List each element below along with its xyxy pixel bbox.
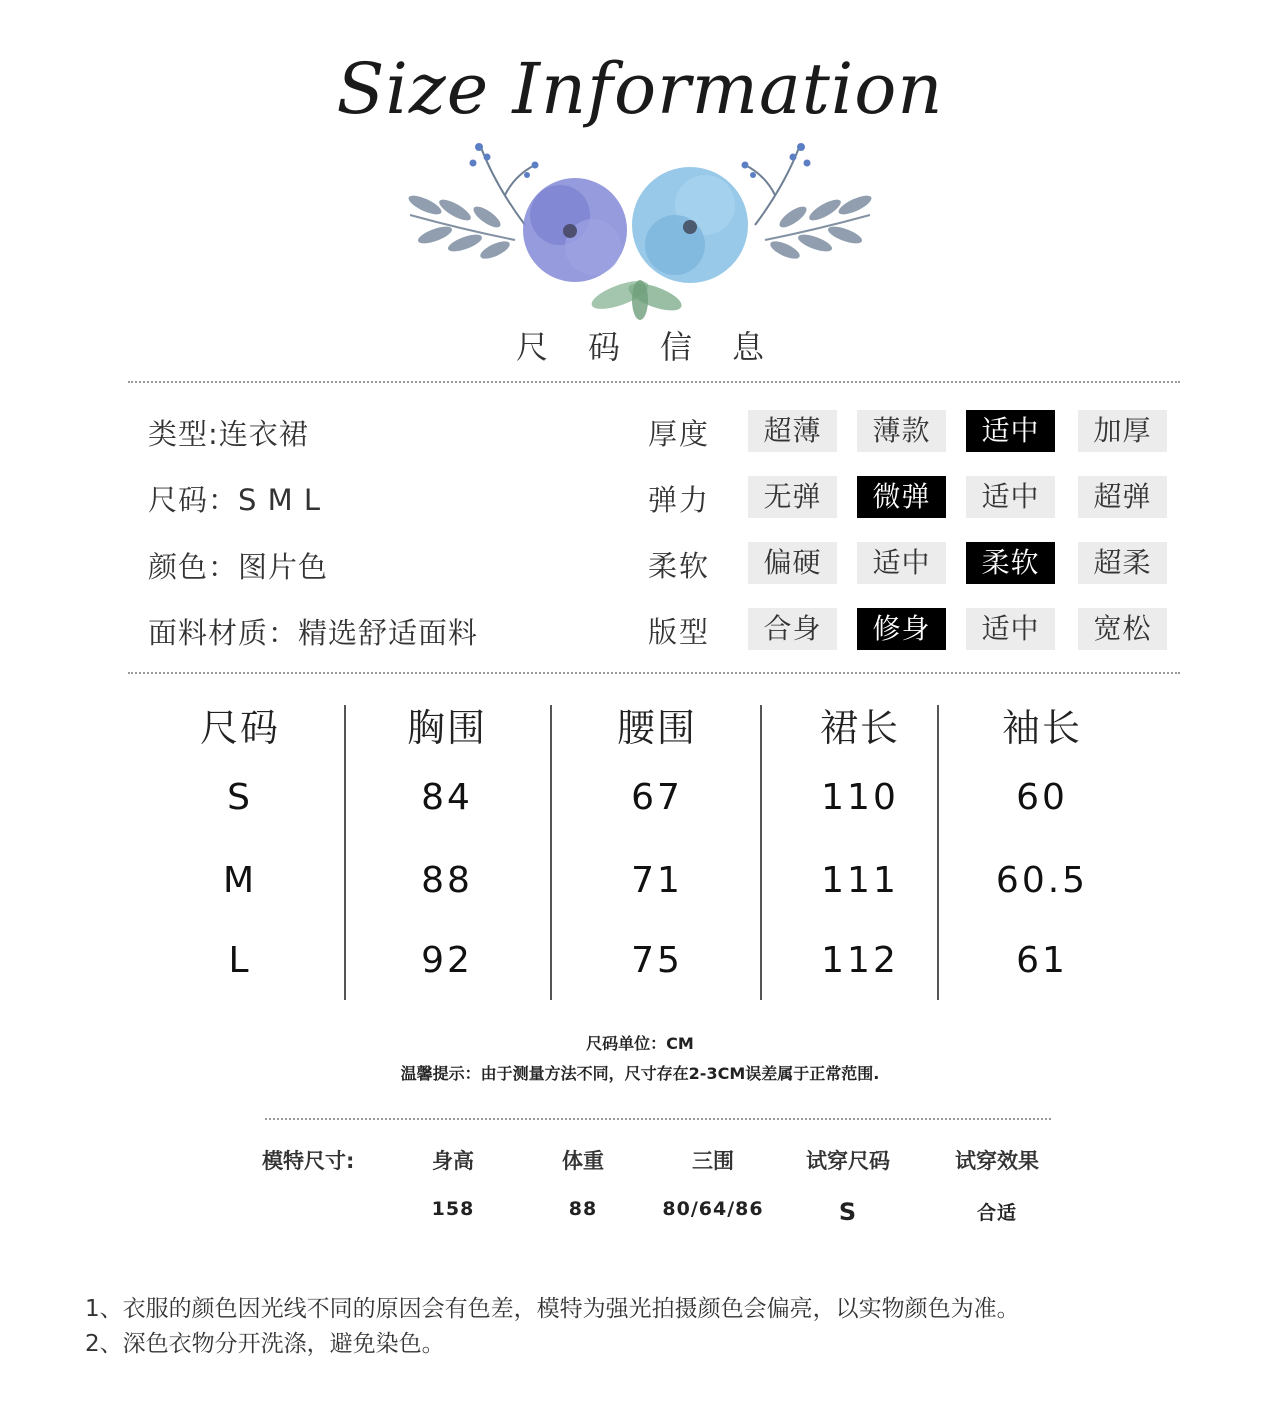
- attribute-option-selected: 适中: [966, 410, 1055, 452]
- model-header: 三围: [692, 1149, 734, 1173]
- model-value: S: [838, 1198, 858, 1226]
- attribute-option-selected: 柔软: [966, 542, 1055, 584]
- size-table-cell: L: [228, 940, 252, 981]
- size-table-cell: 60: [1016, 777, 1068, 818]
- size-table-cell: M: [222, 860, 258, 901]
- footnote-2: 2、深色衣物分开洗涤，避免染色。: [85, 1331, 445, 1357]
- size-table-cell: 75: [631, 940, 683, 981]
- attribute-option-selected: 修身: [857, 608, 946, 650]
- page-subtitle: 尺码信息: [515, 328, 804, 366]
- attribute-option: 合身: [748, 608, 837, 650]
- footnote-1: 1、衣服的颜色因光线不同的原因会有色差，模特为强光拍摄颜色会偏亮，以实物颜色为准。: [85, 1296, 1020, 1322]
- size-table-cell: S: [227, 777, 253, 818]
- size-table-header: 尺码: [199, 706, 280, 750]
- attribute-label: 版型: [648, 615, 711, 649]
- model-value: 合适: [976, 1202, 1017, 1224]
- attribute-option: 适中: [966, 476, 1055, 518]
- size-table-cell: 71: [631, 860, 683, 901]
- attribute-option: 薄款: [857, 410, 946, 452]
- product-type: 类型:连衣裙: [148, 417, 309, 451]
- attribute-option-selected: 微弹: [857, 476, 946, 518]
- size-table-cell: 92: [421, 940, 473, 981]
- divider: [128, 381, 1180, 383]
- product-color: 颜色：图片色: [148, 550, 329, 584]
- size-table-cell: 110: [821, 777, 899, 818]
- attribute-option: 加厚: [1078, 410, 1167, 452]
- attribute-label: 柔软: [648, 549, 711, 583]
- size-table-cell: 60.5: [995, 860, 1089, 901]
- model-value: 88: [568, 1198, 598, 1220]
- attribute-option: 适中: [966, 608, 1055, 650]
- attribute-option: 超柔: [1078, 542, 1167, 584]
- size-table-cell: 88: [421, 860, 473, 901]
- attribute-label: 弹力: [648, 483, 711, 517]
- size-table-cell: 111: [821, 860, 899, 901]
- attribute-option: 无弹: [748, 476, 837, 518]
- page-title: Size Information: [336, 48, 944, 130]
- size-table-cell: 67: [631, 777, 683, 818]
- attribute-option: 超弹: [1078, 476, 1167, 518]
- size-table-cell: 112: [821, 940, 899, 981]
- attribute-label: 厚度: [648, 417, 711, 451]
- size-table-header: 裙长: [819, 706, 900, 750]
- attribute-option: 适中: [857, 542, 946, 584]
- size-table-cell: 61: [1016, 940, 1068, 981]
- model-header: 身高: [432, 1149, 474, 1173]
- model-label: 模特尺寸:: [262, 1149, 355, 1173]
- size-table-header: 胸围: [406, 706, 487, 750]
- model-header: 试穿效果: [955, 1149, 1039, 1173]
- product-fabric: 面料材质：精选舒适面料: [148, 616, 479, 650]
- divider: [128, 672, 1180, 674]
- floral-decoration: [395, 135, 885, 320]
- unit-note: 尺码单位：CM: [586, 1034, 694, 1053]
- attribute-option: 偏硬: [748, 542, 837, 584]
- model-header: 体重: [562, 1149, 604, 1173]
- column-divider: [937, 705, 939, 1000]
- column-divider: [550, 705, 552, 1000]
- column-divider: [344, 705, 346, 1000]
- divider: [265, 1118, 1051, 1120]
- model-value: 158: [431, 1198, 475, 1220]
- model-header: 试穿尺码: [806, 1149, 890, 1173]
- size-table-cell: 84: [421, 777, 473, 818]
- attribute-option: 宽松: [1078, 608, 1167, 650]
- attribute-option: 超薄: [748, 410, 837, 452]
- product-sizes: 尺码：S M L: [148, 483, 322, 517]
- size-table-header: 腰围: [616, 706, 697, 750]
- column-divider: [760, 705, 762, 1000]
- measurement-tip: 温馨提示：由于测量方法不同，尺寸存在2-3CM误差属于正常范围.: [400, 1064, 880, 1083]
- size-table-header: 袖长: [1001, 706, 1082, 750]
- model-value: 80/64/86: [662, 1198, 764, 1220]
